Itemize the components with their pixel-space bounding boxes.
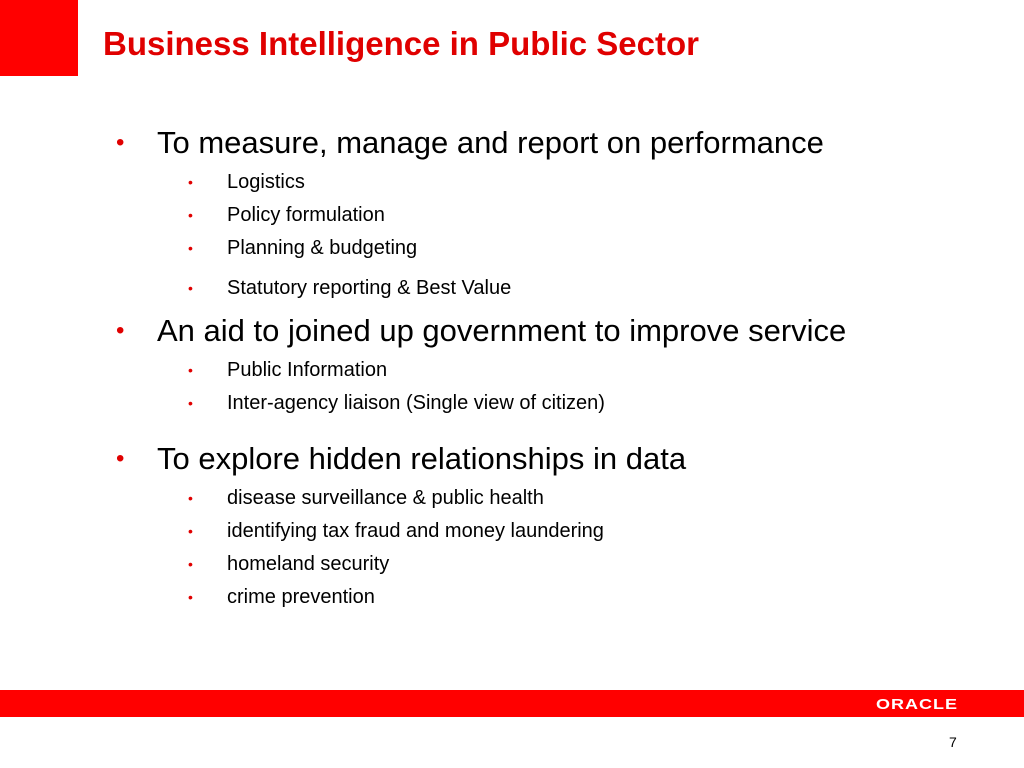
sub-bullet-text: crime prevention — [227, 586, 375, 608]
sub-bullet-marker: • — [188, 490, 193, 506]
sub-bullet-marker: • — [188, 395, 193, 411]
sub-bullet-text: Public Information — [227, 359, 388, 381]
sub-bullet-text: disease surveillance & public health — [227, 487, 544, 509]
sub-bullet-marker: • — [188, 280, 193, 296]
sub-bullet-marker: • — [188, 362, 193, 378]
oracle-logo: ORACLE — [876, 696, 958, 712]
footer-bar — [0, 690, 1024, 717]
sub-bullet-marker: • — [188, 556, 193, 572]
page-number: 7 — [949, 734, 957, 750]
sub-bullet-marker: • — [188, 589, 193, 605]
bullet-text: To measure, manage and report on performance — [157, 125, 824, 160]
bullet-marker: • — [116, 445, 125, 472]
sub-bullet-text: homeland security — [227, 553, 390, 575]
bullet-marker: • — [116, 129, 125, 156]
sub-bullet-text: Statutory reporting & Best Value — [227, 277, 512, 299]
sub-bullet-marker: • — [188, 174, 193, 190]
sub-bullet-text: Logistics — [227, 171, 305, 193]
sub-bullet-marker: • — [188, 523, 193, 539]
sub-bullet-marker: • — [188, 240, 193, 256]
bullet-marker: • — [116, 317, 125, 344]
bullet-text: An aid to joined up government to improve service — [157, 313, 847, 348]
sub-bullet-text: Planning & budgeting — [227, 237, 418, 259]
sub-bullet-text: identifying tax fraud and money laundering — [227, 520, 604, 542]
bullet-text: To explore hidden relationships in data — [157, 441, 687, 476]
corner-red-block — [0, 0, 78, 76]
sub-bullet-marker: • — [188, 207, 193, 223]
slide-title: Business Intelligence in Public Sector — [103, 25, 699, 62]
sub-bullet-text: Inter-agency liaison (Single view of citizen) — [227, 392, 605, 414]
sub-bullet-text: Policy formulation — [227, 204, 385, 226]
